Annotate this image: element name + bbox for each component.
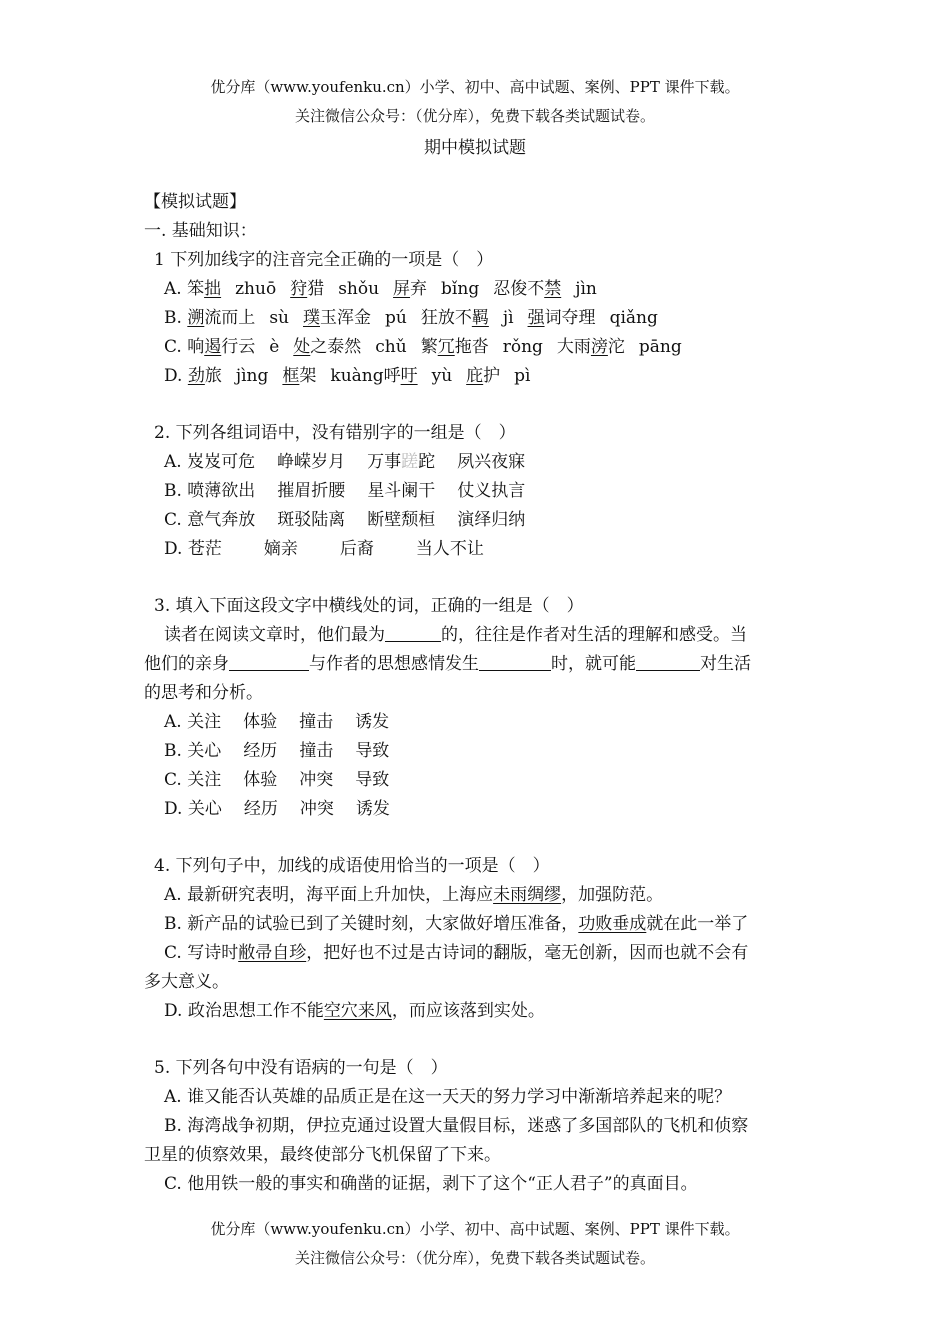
exam-body — [144, 188, 814, 1199]
header-line-1: 优分库（www.youfenku.cn）小学、初中、高中试题、案例、PPT 课件下载。 — [210, 78, 740, 96]
q1-stem: 1 下列加线字的注音完全正确的一项是（ ） — [154, 250, 494, 270]
q2-stem: 2. 下列各组词语中，没有错别字的一组是（ ） — [154, 423, 516, 443]
q3-option-d: D. 关心 经历 冲突 诱发 — [164, 799, 390, 819]
page-title: 期中模拟试题 — [424, 138, 526, 158]
fill-blank-3 — [479, 650, 551, 671]
q3-passage-line-1: 读者在阅读文章时，他们最为 的，往往是作者对生活的理解和感受。当 — [144, 621, 814, 650]
q5-option-c: C. 他用铁一般的事实和确凿的证据，剥下了这个“正人君子”的真面目。 — [164, 1174, 698, 1194]
q2-option-d: D. 苍茫 嫡亲 后裔 当人不让 — [164, 539, 484, 559]
q1-option-b: B. 溯流而上 sù 璞玉浑金 pú 狂放不羁 jì 强词夺理 qiǎng — [164, 308, 658, 328]
q3-option-a: A. 关注 体验 撞击 诱发 — [164, 712, 390, 732]
fill-blank-4 — [636, 650, 700, 671]
q1-option-a: A. 笨拙 zhuō 狩猎 shǒu 屏弃 bǐng 忍俊不禁 jìn — [164, 279, 597, 299]
footer-line-1: 优分库（www.youfenku.cn）小学、初中、高中试题、案例、PPT 课件下载。 — [210, 1220, 740, 1238]
section-label: 【模拟试题】 — [144, 192, 246, 212]
q3-option-b: B. 关心 经历 撞击 导致 — [164, 741, 390, 761]
q4-option-d: D. 政治思想工作不能空穴来风，而应该落到实处。 — [164, 1001, 545, 1021]
header-line-2: 关注微信公众号：（优分库），免费下载各类试题试卷。 — [294, 107, 655, 125]
q2-option-b: B. 喷薄欲出 摧眉折腰 星斗阑干 仗义执言 — [164, 481, 526, 501]
q2-option-c: C. 意气奔放 斑驳陆离 断壁颓桓 演绎归纳 — [164, 510, 526, 530]
q4-stem: 4. 下列句子中，加线的成语使用恰当的一项是（ ） — [154, 856, 550, 876]
q5-stem: 5. 下列各句中没有语病的一句是（ ） — [154, 1058, 448, 1078]
q1-option-c: C. 响遏行云 è 处之泰然 chǔ 繁冗拖沓 rǒng 大雨滂沱 pāng — [164, 337, 682, 357]
q4-option-c: C. 写诗时敝帚自珍，把好也不过是古诗词的翻版，毫无创新，因而也就不会有 — [164, 943, 749, 963]
q5-option-b: B. 海湾战争初期，伊拉克通过设置大量假目标，迷惑了多国部队的飞机和侦察 — [164, 1116, 749, 1136]
q3-passage-line-3: 的思考和分析。 — [144, 683, 263, 703]
footer-line-2: 关注微信公众号：（优分库），免费下载各类试题试卷。 — [294, 1249, 655, 1267]
q4-option-a: A. 最新研究表明，海平面上升加快，上海应未雨绸缪，加强防范。 — [164, 885, 664, 905]
q3-stem: 3. 填入下面这段文字中横线处的词，正确的一组是（ ） — [154, 596, 584, 616]
q4-option-b: B. 新产品的试验已到了关键时刻，大家做好增压准备，功败垂成就在此一举了 — [164, 914, 749, 934]
fill-blank-2 — [229, 650, 309, 671]
fill-blank-1 — [385, 621, 441, 642]
part-heading: 一. 基础知识： — [144, 221, 257, 241]
q4-option-c-cont: 多大意义。 — [144, 972, 229, 992]
q1-option-d: D. 劲旅 jìng 框架 kuàng呼吁 yù 庇护 pì — [164, 366, 531, 386]
q5-option-b-cont: 卫星的侦察效果，最终使部分飞机保留了下来。 — [144, 1145, 501, 1165]
q3-passage-line-2: 他们的亲身 与作者的思想感情发生 时，就可能 对生活 — [144, 650, 814, 679]
q2-option-a: A. 岌岌可危 峥嵘岁月 万事蹉跎 夙兴夜寐 — [164, 452, 526, 472]
q5-option-a: A. 谁又能否认英雄的品质正是在这一天天的努力学习中渐渐培养起来的呢？ — [164, 1087, 732, 1107]
q3-option-c: C. 关注 体验 冲突 导致 — [164, 770, 390, 790]
